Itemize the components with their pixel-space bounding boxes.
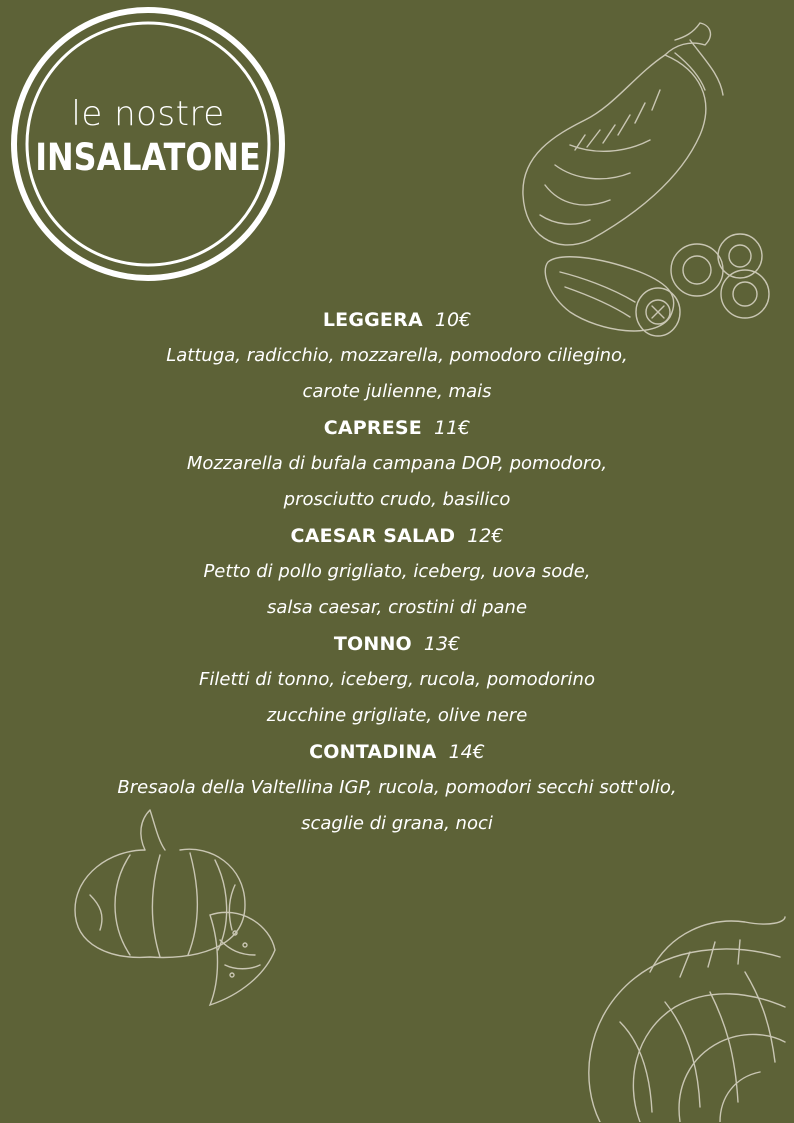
logo-title: INSALATONE bbox=[35, 136, 261, 179]
item-name: CONTADINA bbox=[309, 741, 437, 763]
item-description: Lattuga, radicchio, mozzarella, pomodoro ciliegino, bbox=[166, 345, 628, 366]
item-description: Filetti di tonno, iceberg, rucola, pomodorino bbox=[199, 669, 595, 690]
cabbage-icon bbox=[580, 912, 790, 1122]
item-description: zucchine grigliate, olive nere bbox=[266, 705, 528, 726]
item-price: 10€ bbox=[434, 309, 472, 331]
menu-list bbox=[0, 302, 794, 842]
logo-badge bbox=[10, 6, 286, 282]
logo-subtitle: le nostre bbox=[71, 94, 225, 134]
item-description: Bresaola della Valtellina IGP, rucola, pomodori secchi sott'olio, bbox=[117, 777, 677, 798]
item-description: salsa caesar, crostini di pane bbox=[266, 597, 528, 618]
item-name: LEGGERA bbox=[322, 309, 423, 331]
item-name: TONNO bbox=[333, 633, 412, 655]
item-description: Petto di pollo grigliato, iceberg, uova sode, bbox=[203, 561, 591, 582]
item-description: Mozzarella di bufala campana DOP, pomodoro, bbox=[186, 453, 608, 474]
item-price: 13€ bbox=[423, 633, 461, 655]
menu-item-caprese bbox=[0, 410, 794, 518]
eggplant-icon bbox=[515, 15, 730, 250]
item-price: 12€ bbox=[467, 525, 504, 547]
item-price: 11€ bbox=[433, 417, 471, 439]
item-description: carote julienne, mais bbox=[302, 381, 492, 402]
item-description: scaglie di grana, noci bbox=[301, 813, 493, 834]
item-description: prosciutto crudo, basilico bbox=[283, 489, 511, 510]
pumpkin-icon bbox=[70, 805, 285, 1015]
menu-item-leggera bbox=[0, 302, 794, 410]
item-name: CAPRESE bbox=[323, 417, 422, 439]
menu-item-caesar-salad bbox=[0, 518, 794, 626]
item-price: 14€ bbox=[448, 741, 485, 763]
item-name: CAESAR SALAD bbox=[290, 525, 456, 547]
menu-item-tonno bbox=[0, 626, 794, 734]
